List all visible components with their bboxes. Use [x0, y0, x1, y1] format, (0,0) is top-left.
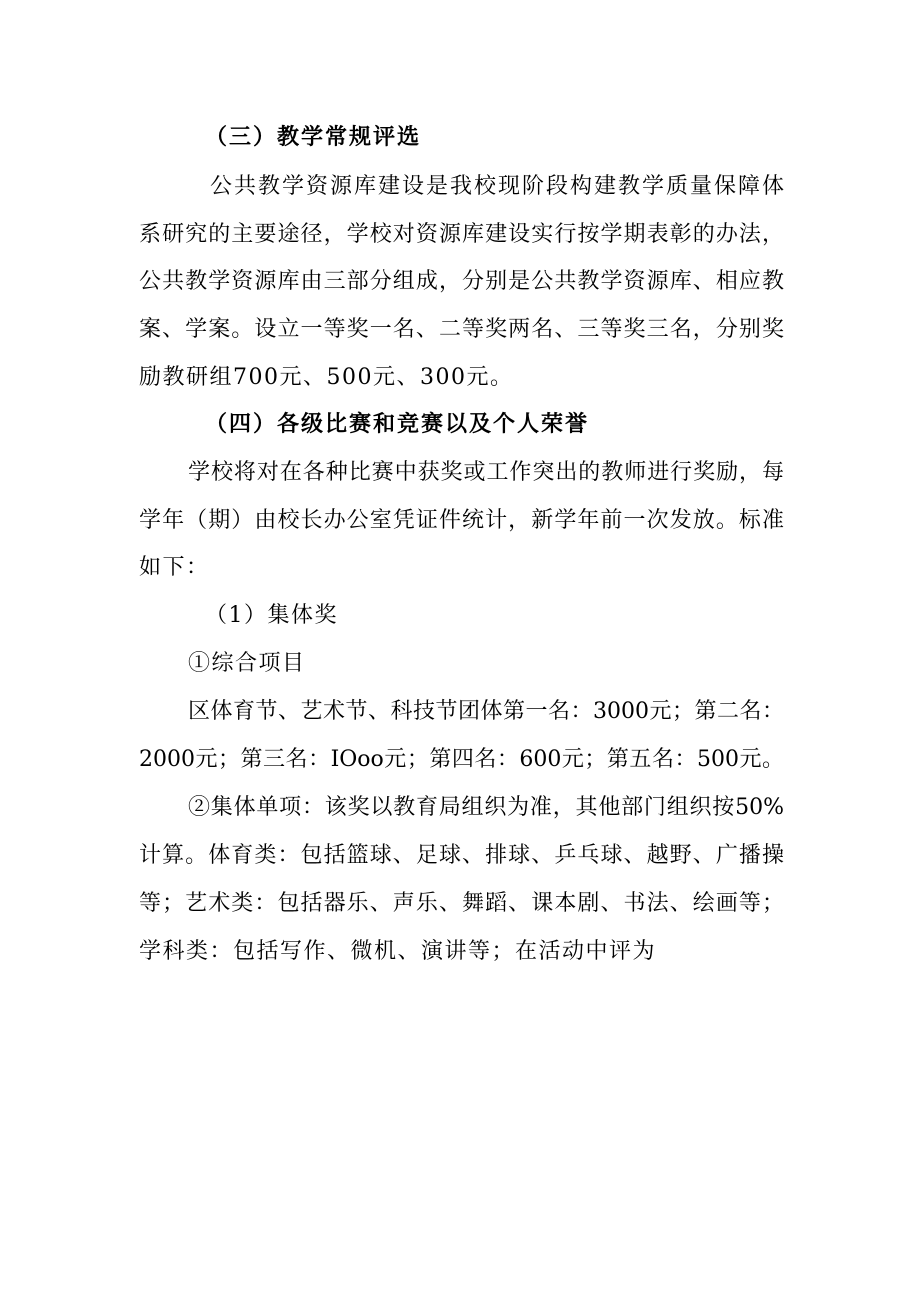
section-4-heading: （四）各级比赛和竞赛以及个人荣誉	[205, 412, 590, 437]
item-1-line-1: 区体育节、艺术节、科技节团体第一名：3000元；第二名：	[188, 699, 784, 724]
section-3-paragraph-line-2: 系研究的主要途径，学校对资源库建设实行按学期表彰的办法，	[139, 222, 784, 247]
item-1-title: ①综合项目	[188, 651, 306, 676]
section-4-intro-line-2: 学年（期）由校长办公室凭证件统计，新学年前一次发放。标准	[139, 508, 784, 533]
item-2-line-2: 计算。体育类：包括篮球、足球、排球、乒乓球、越野、广播操	[139, 843, 784, 868]
section-3-paragraph-line-1: 公共教学资源库建设是我校现阶段构建教学质量保障体	[210, 174, 784, 199]
subsection-1-title: （1）集体奖	[205, 603, 338, 628]
item-2-line-1: ②集体单项：该奖以教育局组织为准，其他部门组织按50%	[188, 795, 784, 820]
section-3-paragraph-line-3: 公共教学资源库由三部分组成，分别是公共教学资源库、相应教	[139, 269, 784, 294]
item-2-line-3: 等；艺术类：包括器乐、声乐、舞蹈、课本剧、书法、绘画等；	[139, 891, 784, 916]
section-4-intro-line-3: 如下：	[139, 555, 210, 580]
section-3-paragraph-line-4: 案、学案。设立一等奖一名、二等奖两名、三等奖三名，分别奖	[139, 317, 784, 342]
item-2-line-4: 学科类：包括写作、微机、演讲等；在活动中评为	[139, 939, 657, 964]
section-4-intro-line-1: 学校将对在各种比赛中获奖或工作突出的教师进行奖励，每	[188, 460, 784, 485]
section-3-heading: （三）教学常规评选	[205, 125, 422, 150]
section-3-paragraph-line-5: 励教研组700元、500元、300元。	[139, 365, 514, 390]
item-1-line-2: 2000元；第三名：IOoo元；第四名：600元；第五名：500元。	[139, 747, 784, 772]
